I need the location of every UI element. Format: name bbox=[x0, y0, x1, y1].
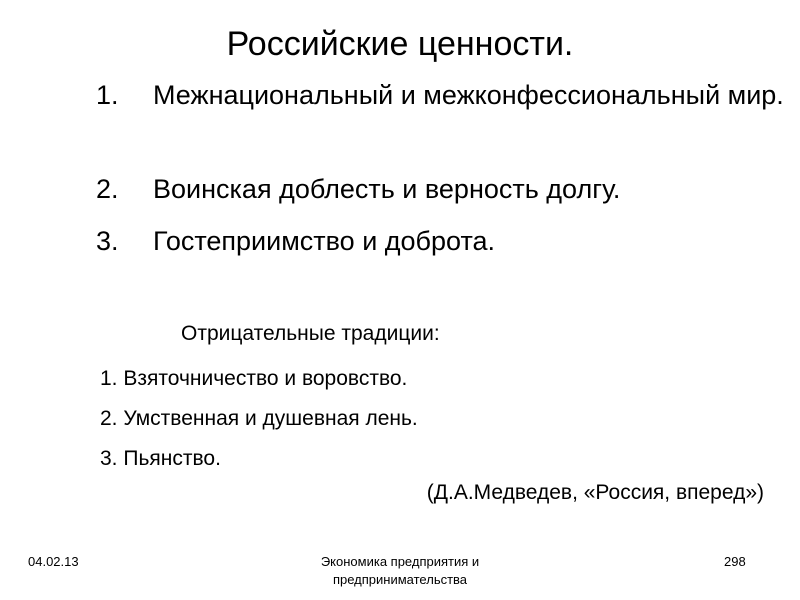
values-list-item bbox=[96, 172, 786, 206]
list-item-text: Гостеприимство и доброта. bbox=[153, 226, 496, 256]
values-list-item bbox=[96, 78, 786, 156]
list-number: 2. bbox=[96, 174, 119, 204]
list-number: 3. bbox=[96, 226, 119, 256]
list-item-text: Межнациональный и межконфессиональный мир. bbox=[153, 80, 784, 110]
list-item-text: Воинская доблесть и верность долгу. bbox=[153, 174, 621, 204]
page-number: 298 bbox=[724, 554, 746, 569]
values-list-item bbox=[96, 224, 786, 258]
footer-date: 04.02.13 bbox=[28, 554, 79, 569]
negative-traditions-list bbox=[100, 365, 700, 485]
negative-tradition-item: 2. Умственная и душевная лень. bbox=[100, 407, 418, 430]
negative-tradition-item: 1. Взяточничество и воровство. bbox=[100, 367, 408, 390]
negative-traditions-heading: Отрицательные традиции: bbox=[181, 322, 440, 345]
values-list bbox=[96, 78, 786, 258]
footer-course-title-line: предпринимательства bbox=[332, 572, 468, 587]
footer-course-title-line: Экономика предприятия и bbox=[320, 554, 480, 569]
footer-course-title bbox=[250, 553, 550, 589]
citation: (Д.А.Медведев, «Россия, вперед») bbox=[426, 481, 764, 504]
list-number: 1. bbox=[96, 80, 119, 110]
slide-title: Российские ценности. bbox=[226, 25, 574, 63]
negative-tradition-item: 3. Пьянство. bbox=[100, 447, 221, 470]
